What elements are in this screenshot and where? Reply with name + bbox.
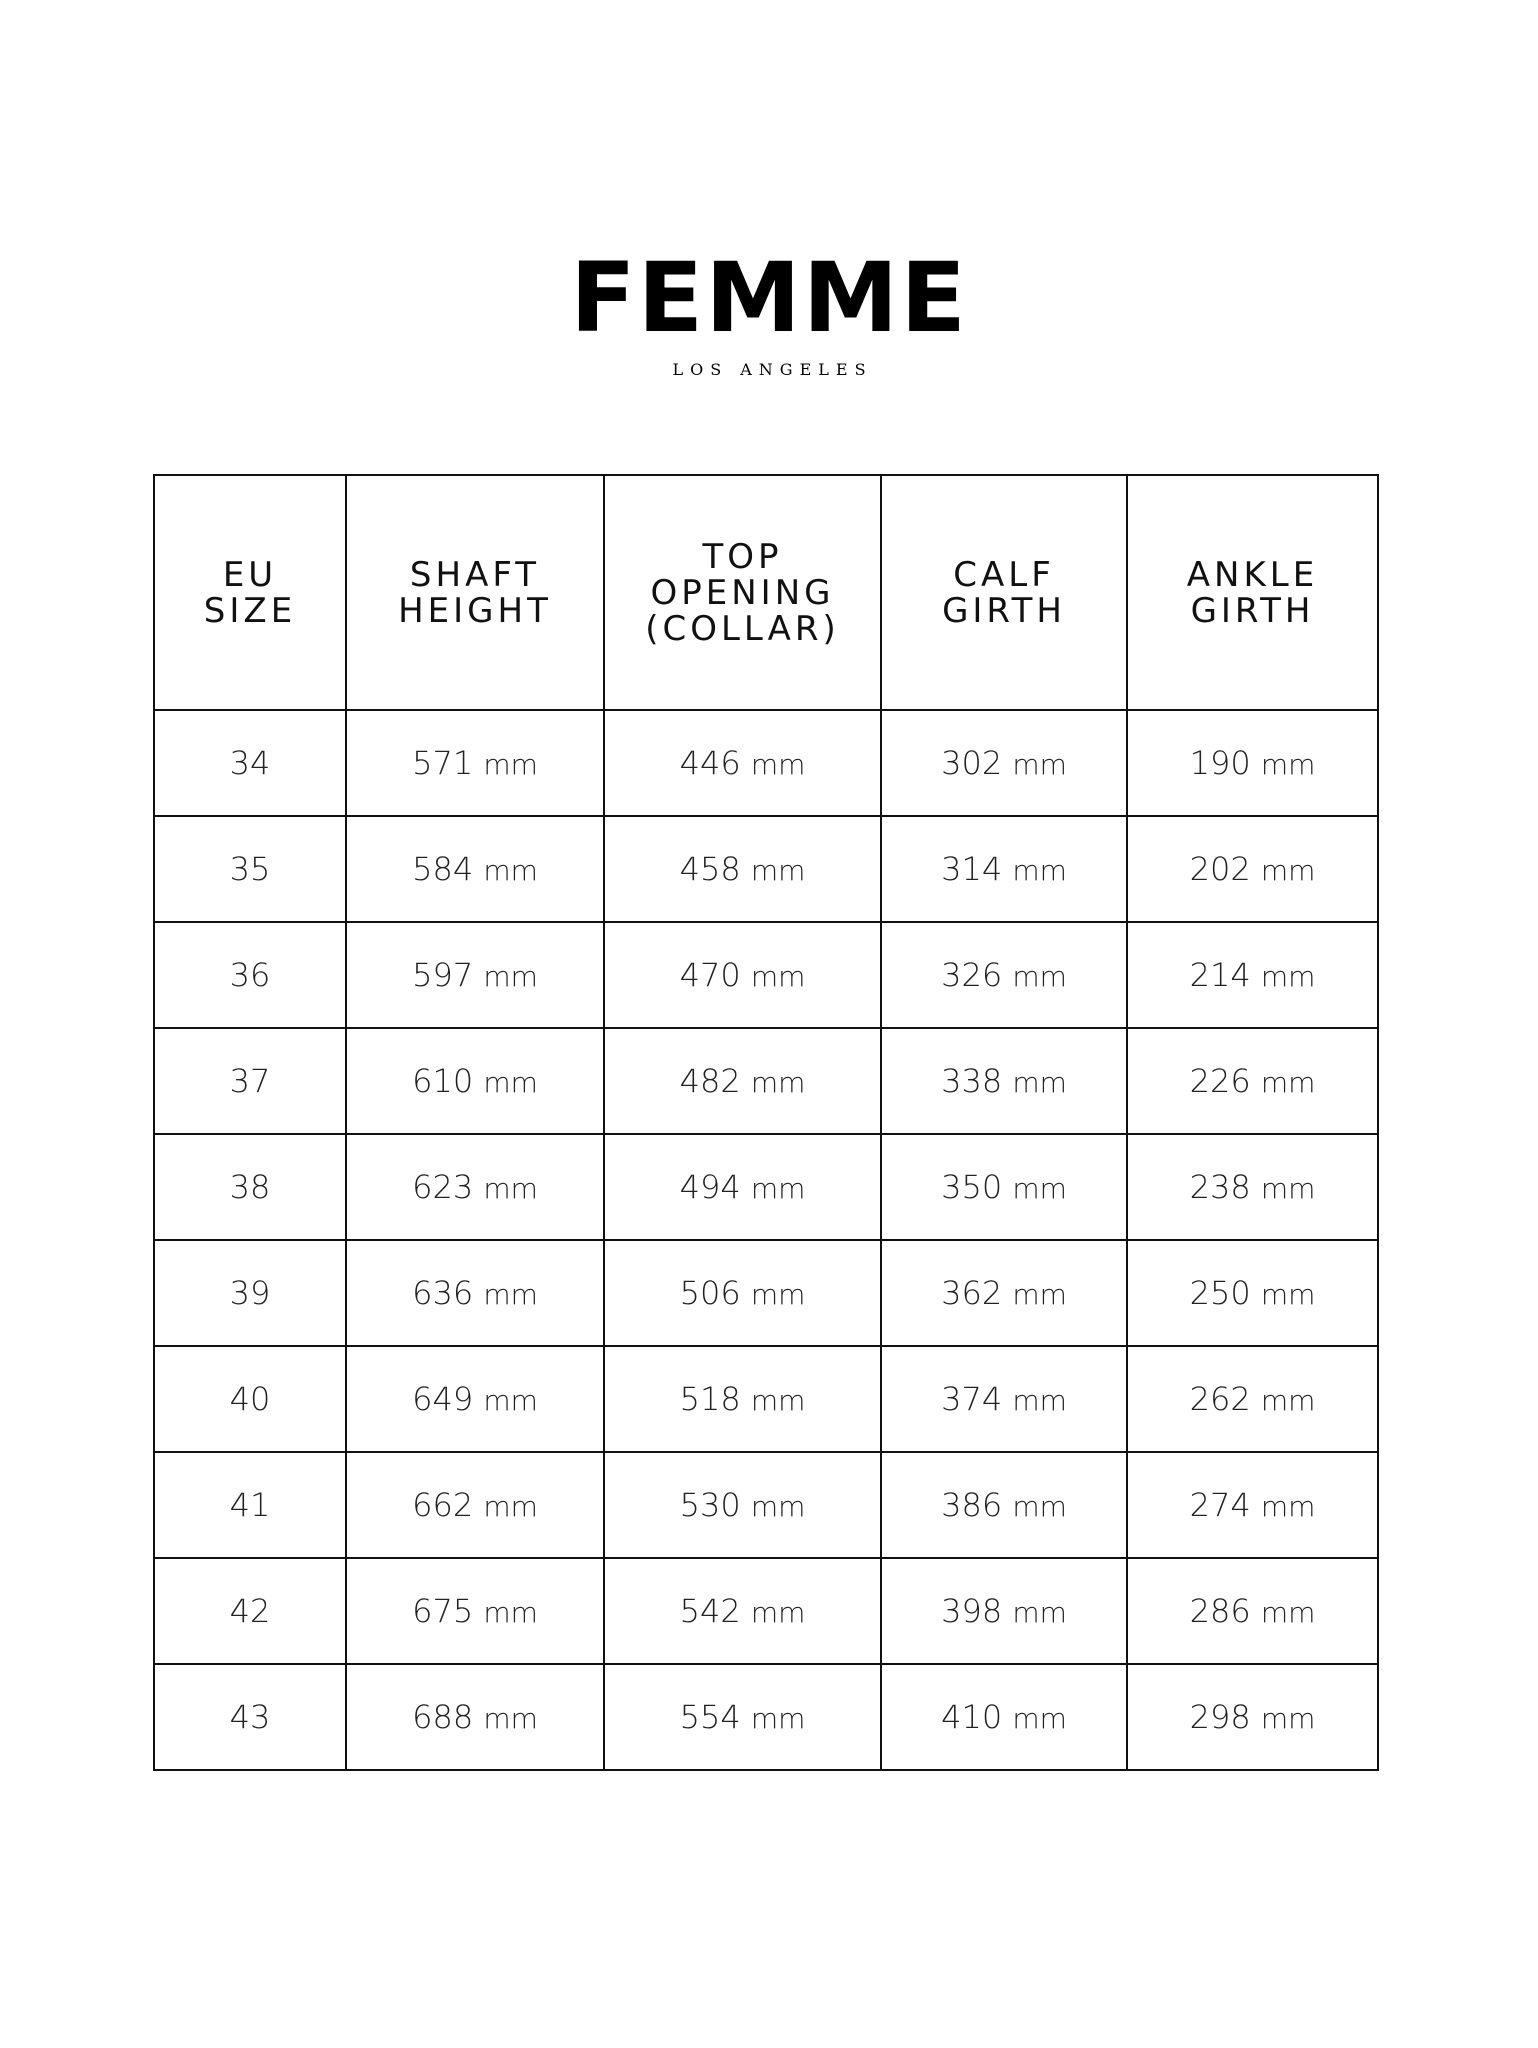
table-row [154, 1134, 1378, 1240]
table-row [154, 1452, 1378, 1558]
table-row [154, 1240, 1378, 1346]
cell-unit: mm [1012, 1596, 1067, 1629]
cell-unit: mm [1260, 1596, 1316, 1629]
cell-unit: mm [750, 1172, 806, 1205]
cell-shaft-height [346, 1240, 604, 1346]
cell-value: 238 [1189, 1168, 1251, 1206]
cell-calf-girth [881, 1664, 1127, 1770]
cell-value: 584 [412, 850, 474, 888]
cell-unit: mm [1012, 854, 1067, 887]
cell-calf-girth [881, 1240, 1127, 1346]
cell-value: 190 [1189, 744, 1251, 782]
cell-value: 494 [679, 1168, 741, 1206]
cell-value: 362 [941, 1274, 1003, 1312]
header-ankle-girth: ANKLE GIRTH [1127, 475, 1378, 710]
cell-eu-size [154, 1240, 346, 1346]
cell-value: 554 [679, 1698, 741, 1736]
cell-unit: mm [1260, 1278, 1316, 1311]
cell-top-opening [604, 1558, 881, 1664]
cell-value: 36 [229, 956, 271, 994]
cell-ankle-girth [1127, 710, 1378, 816]
cell-value: 662 [412, 1486, 474, 1524]
table-header-row [154, 475, 1378, 710]
cell-unit: mm [1260, 1702, 1316, 1735]
cell-value: 410 [941, 1698, 1003, 1736]
cell-value: 34 [229, 744, 271, 782]
cell-unit: mm [1260, 854, 1316, 887]
cell-value: 688 [412, 1698, 474, 1736]
cell-eu-size [154, 710, 346, 816]
cell-ankle-girth [1127, 1346, 1378, 1452]
cell-eu-size [154, 1558, 346, 1664]
cell-value: 274 [1189, 1486, 1251, 1524]
cell-unit: mm [1012, 1702, 1067, 1735]
cell-unit: mm [1260, 1172, 1316, 1205]
cell-value: 636 [412, 1274, 474, 1312]
cell-eu-size [154, 1134, 346, 1240]
cell-top-opening [604, 922, 881, 1028]
cell-value: 374 [941, 1380, 1003, 1418]
cell-unit: mm [483, 1490, 538, 1523]
cell-unit: mm [1012, 1490, 1067, 1523]
cell-eu-size [154, 816, 346, 922]
cell-value: 41 [229, 1486, 271, 1524]
cell-shaft-height [346, 1028, 604, 1134]
cell-unit: mm [1260, 1490, 1316, 1523]
cell-value: 202 [1189, 850, 1251, 888]
cell-top-opening [604, 1452, 881, 1558]
brand-subtitle: LOS ANGELES [672, 360, 873, 379]
cell-unit: mm [750, 960, 806, 993]
cell-calf-girth [881, 1452, 1127, 1558]
cell-eu-size [154, 1028, 346, 1134]
cell-value: 350 [941, 1168, 1003, 1206]
cell-value: 38 [229, 1168, 271, 1206]
cell-value: 597 [412, 956, 474, 994]
cell-value: 314 [941, 850, 1003, 888]
cell-ankle-girth [1127, 1452, 1378, 1558]
cell-shaft-height [346, 1346, 604, 1452]
table-row [154, 710, 1378, 816]
cell-unit: mm [750, 1702, 806, 1735]
cell-calf-girth [881, 1346, 1127, 1452]
header-shaft-height: SHAFT HEIGHT [346, 475, 604, 710]
cell-value: 40 [229, 1380, 271, 1418]
table-row [154, 1664, 1378, 1770]
cell-value: 506 [679, 1274, 741, 1312]
size-chart-table [153, 474, 1379, 1771]
cell-unit: mm [483, 1702, 538, 1735]
cell-value: 518 [679, 1380, 741, 1418]
header-calf-girth: CALF GIRTH [881, 475, 1127, 710]
cell-eu-size [154, 1664, 346, 1770]
cell-shaft-height [346, 922, 604, 1028]
cell-unit: mm [483, 1172, 538, 1205]
cell-calf-girth [881, 1134, 1127, 1240]
cell-top-opening [604, 1664, 881, 1770]
cell-shaft-height [346, 1558, 604, 1664]
cell-ankle-girth [1127, 1558, 1378, 1664]
cell-value: 298 [1189, 1698, 1251, 1736]
table-row [154, 922, 1378, 1028]
cell-value: 649 [412, 1380, 474, 1418]
cell-value: 326 [941, 956, 1003, 994]
cell-value: 214 [1189, 956, 1251, 994]
header-top-opening: TOP OPENING (COLLAR) [604, 475, 881, 710]
table-row [154, 1558, 1378, 1664]
header-eu-size: EU SIZE [154, 475, 346, 710]
cell-value: 42 [229, 1592, 271, 1630]
cell-unit: mm [483, 1384, 538, 1417]
cell-unit: mm [750, 1278, 806, 1311]
cell-unit: mm [1012, 1066, 1067, 1099]
cell-shaft-height [346, 1452, 604, 1558]
cell-unit: mm [1012, 960, 1067, 993]
cell-unit: mm [750, 1066, 806, 1099]
cell-unit: mm [483, 1278, 538, 1311]
cell-value: 35 [229, 850, 271, 888]
cell-top-opening [604, 1346, 881, 1452]
table-body [154, 710, 1378, 1770]
cell-value: 386 [941, 1486, 1003, 1524]
cell-ankle-girth [1127, 1240, 1378, 1346]
cell-unit: mm [1012, 1278, 1067, 1311]
cell-unit: mm [483, 854, 538, 887]
cell-unit: mm [1012, 1384, 1067, 1417]
cell-top-opening [604, 710, 881, 816]
cell-calf-girth [881, 1558, 1127, 1664]
cell-value: 675 [412, 1592, 474, 1630]
cell-top-opening [604, 1240, 881, 1346]
cell-value: 39 [229, 1274, 271, 1312]
cell-unit: mm [1260, 748, 1316, 781]
cell-unit: mm [750, 1384, 806, 1417]
cell-value: 530 [679, 1486, 741, 1524]
cell-shaft-height [346, 710, 604, 816]
cell-value: 250 [1189, 1274, 1251, 1312]
cell-value: 610 [412, 1062, 474, 1100]
table-row [154, 816, 1378, 922]
cell-eu-size [154, 922, 346, 1028]
cell-top-opening [604, 1134, 881, 1240]
cell-calf-girth [881, 816, 1127, 922]
cell-value: 262 [1189, 1380, 1251, 1418]
cell-value: 43 [229, 1698, 271, 1736]
cell-ankle-girth [1127, 1134, 1378, 1240]
cell-calf-girth [881, 710, 1127, 816]
cell-value: 226 [1189, 1062, 1251, 1100]
cell-unit: mm [483, 748, 538, 781]
cell-unit: mm [483, 1066, 538, 1099]
cell-unit: mm [750, 854, 806, 887]
cell-eu-size [154, 1346, 346, 1452]
cell-eu-size [154, 1452, 346, 1558]
cell-calf-girth [881, 922, 1127, 1028]
cell-unit: mm [483, 1596, 538, 1629]
cell-unit: mm [1260, 960, 1316, 993]
cell-value: 482 [679, 1062, 741, 1100]
cell-unit: mm [483, 960, 538, 993]
table-row [154, 1028, 1378, 1134]
cell-top-opening [604, 1028, 881, 1134]
cell-unit: mm [1260, 1066, 1316, 1099]
cell-unit: mm [1012, 1172, 1067, 1205]
cell-value: 398 [941, 1592, 1003, 1630]
cell-unit: mm [750, 1596, 806, 1629]
cell-shaft-height [346, 816, 604, 922]
cell-unit: mm [750, 748, 806, 781]
cell-calf-girth [881, 1028, 1127, 1134]
cell-top-opening [604, 816, 881, 922]
table-row [154, 1346, 1378, 1452]
cell-value: 571 [412, 744, 474, 782]
cell-shaft-height [346, 1134, 604, 1240]
cell-value: 338 [941, 1062, 1003, 1100]
cell-ankle-girth [1127, 816, 1378, 922]
cell-unit: mm [1012, 748, 1067, 781]
cell-value: 302 [941, 744, 1003, 782]
cell-value: 446 [679, 744, 741, 782]
cell-unit: mm [1260, 1384, 1316, 1417]
cell-unit: mm [750, 1490, 806, 1523]
cell-ankle-girth [1127, 1664, 1378, 1770]
brand-name: FEMME [570, 242, 968, 354]
cell-value: 37 [229, 1062, 271, 1100]
cell-value: 286 [1189, 1592, 1251, 1630]
cell-value: 542 [679, 1592, 741, 1630]
cell-value: 458 [679, 850, 741, 888]
cell-shaft-height [346, 1664, 604, 1770]
brand-logo [0, 242, 1538, 379]
cell-value: 470 [679, 956, 741, 994]
cell-ankle-girth [1127, 922, 1378, 1028]
cell-ankle-girth [1127, 1028, 1378, 1134]
cell-value: 623 [412, 1168, 474, 1206]
